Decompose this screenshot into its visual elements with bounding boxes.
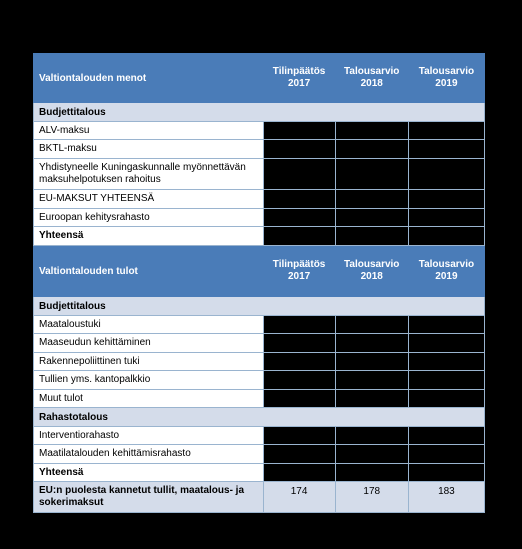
col-header-2018: Talousarvio 2018 <box>335 54 408 103</box>
revenue-title: Valtiontalouden tulot <box>34 246 264 297</box>
redacted-cell <box>408 140 484 159</box>
redacted-cell <box>408 209 484 227</box>
table-row <box>34 316 485 334</box>
redacted-cell <box>408 190 484 209</box>
redacted-cell <box>335 353 408 371</box>
redacted-cell <box>263 227 335 246</box>
section-row <box>34 297 485 316</box>
table-row <box>34 371 485 390</box>
row-label: Maatilatalouden kehittämisrahasto <box>34 445 264 464</box>
row-label: Rakennepoliittinen tuki <box>34 353 264 371</box>
section-row <box>34 103 485 122</box>
table-row <box>34 159 485 190</box>
total-row <box>34 464 485 482</box>
row-label: Maaseudun kehittäminen <box>34 334 264 353</box>
redacted-cell <box>335 371 408 390</box>
final-label: EU:n puolesta kannetut tullit, maatalous- ja sokerimaksut <box>34 482 264 513</box>
row-label: Muut tulot <box>34 390 264 408</box>
col-header-2019: Talousarvio 2019 <box>408 54 484 103</box>
row-label: ALV-maksu <box>34 122 264 140</box>
row-label: Yhdistyneelle Kuningaskunnalle myönnettävän maksuhelpotuksen rahoitus <box>34 159 264 190</box>
redacted-cell <box>335 209 408 227</box>
row-label: Tullien yms. kantopalkkio <box>34 371 264 390</box>
table-row <box>34 140 485 159</box>
redacted-cell <box>408 316 484 334</box>
total-label: Yhteensä <box>34 227 264 246</box>
total-row <box>34 227 485 246</box>
table-row <box>34 122 485 140</box>
redacted-cell <box>263 371 335 390</box>
final-value-2019: 183 <box>408 482 484 513</box>
redacted-cell <box>408 334 484 353</box>
redacted-cell <box>335 316 408 334</box>
table-row <box>34 190 485 209</box>
redacted-cell <box>408 390 484 408</box>
table-row <box>34 209 485 227</box>
col-header-2017: Tilinpäätös 2017 <box>263 246 335 297</box>
redacted-cell <box>263 122 335 140</box>
expenses-title: Valtiontalouden menot <box>34 54 264 103</box>
final-value-2017: 174 <box>263 482 335 513</box>
table-row <box>34 390 485 408</box>
redacted-cell <box>408 353 484 371</box>
section-label: Budjettitalous <box>34 297 485 316</box>
section-label: Budjettitalous <box>34 103 485 122</box>
redacted-cell <box>335 122 408 140</box>
redacted-cell <box>263 445 335 464</box>
table-row <box>34 427 485 445</box>
redacted-cell <box>335 227 408 246</box>
redacted-cell <box>335 159 408 190</box>
section-label: Rahastotalous <box>34 408 485 427</box>
row-label: BKTL-maksu <box>34 140 264 159</box>
budget-table <box>33 53 485 513</box>
table-row <box>34 353 485 371</box>
total-label: Yhteensä <box>34 464 264 482</box>
redacted-cell <box>263 334 335 353</box>
table-row <box>34 445 485 464</box>
redacted-cell <box>263 209 335 227</box>
redacted-cell <box>263 353 335 371</box>
redacted-cell <box>263 316 335 334</box>
redacted-cell <box>408 464 484 482</box>
col-header-2019: Talousarvio 2019 <box>408 246 484 297</box>
final-value-2018: 178 <box>335 482 408 513</box>
redacted-cell <box>335 427 408 445</box>
expenses-header-row <box>34 54 485 103</box>
redacted-cell <box>335 140 408 159</box>
row-label: Euroopan kehitysrahasto <box>34 209 264 227</box>
redacted-cell <box>335 190 408 209</box>
redacted-cell <box>263 427 335 445</box>
redacted-cell <box>263 159 335 190</box>
redacted-cell <box>408 159 484 190</box>
redacted-cell <box>263 140 335 159</box>
revenue-header-row <box>34 246 485 297</box>
final-row <box>34 482 485 513</box>
redacted-cell <box>408 371 484 390</box>
section-row <box>34 408 485 427</box>
redacted-cell <box>335 390 408 408</box>
redacted-cell <box>335 464 408 482</box>
redacted-cell <box>263 390 335 408</box>
row-label: Interventiorahasto <box>34 427 264 445</box>
redacted-cell <box>335 334 408 353</box>
redacted-cell <box>408 227 484 246</box>
redacted-cell <box>263 464 335 482</box>
row-label: EU-MAKSUT YHTEENSÄ <box>34 190 264 209</box>
redacted-cell <box>408 122 484 140</box>
redacted-cell <box>263 190 335 209</box>
col-header-2018: Talousarvio 2018 <box>335 246 408 297</box>
redacted-cell <box>408 427 484 445</box>
table-row <box>34 334 485 353</box>
redacted-cell <box>408 445 484 464</box>
col-header-2017: Tilinpäätös 2017 <box>263 54 335 103</box>
redacted-cell <box>335 445 408 464</box>
row-label: Maataloustuki <box>34 316 264 334</box>
